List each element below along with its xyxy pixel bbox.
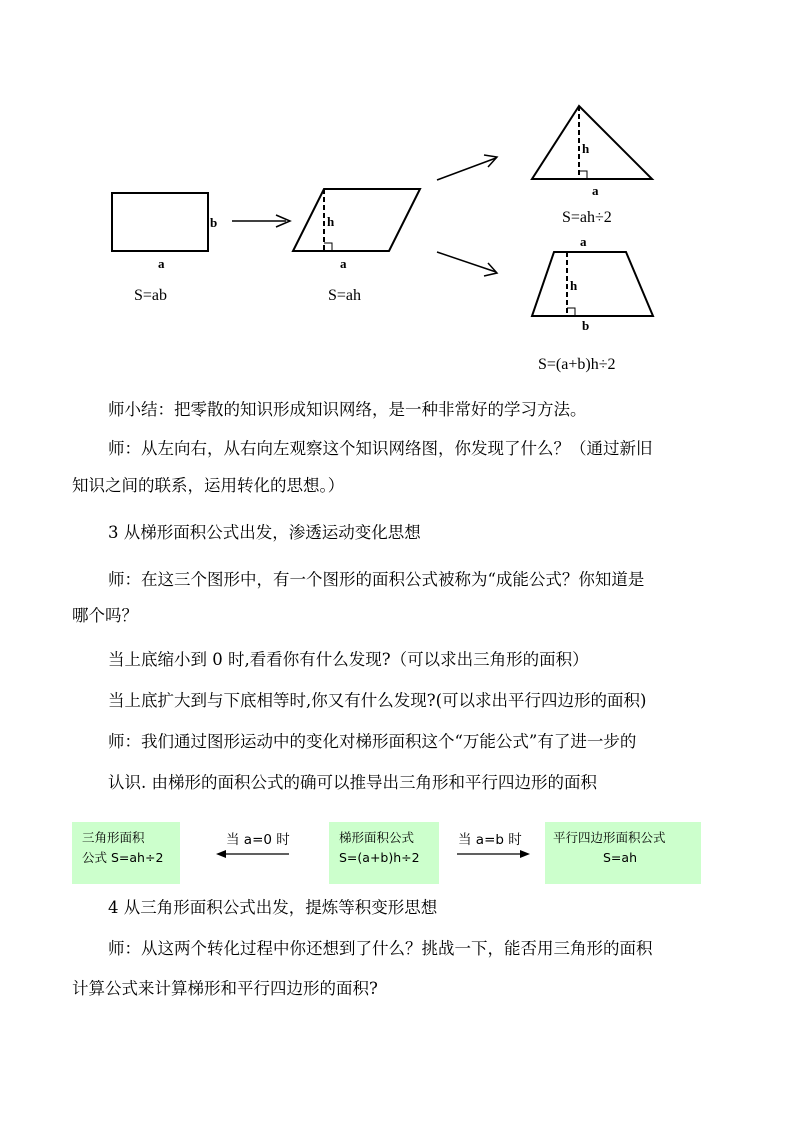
arrow-right-label: 当 a=b 时 [458,832,522,848]
parallelogram-shape [293,189,420,251]
section-heading-3: 3 从梯形面积公式出发，渗透运动变化思想 [108,523,421,542]
paragraph-challenge-line1: 师：从这两个转化过程中你还想到了什么？挑战一下，能否用三角形的面积 [108,939,653,958]
trapezoid-right-angle-mark [567,308,575,316]
paragraph-top-equal: 当上底扩大到与下底相等时,你又有什么发现?(可以求出平行四边形的面积) [108,691,647,710]
rectangle-shape [112,193,208,251]
arrow-rect-to-parallelogram [232,215,290,227]
box-triangle-line1: 三角形面积 [82,830,145,845]
triangle-formula: S=ah÷2 [562,209,612,226]
triangle-base-label: a [592,183,599,198]
box-triangle-line2: 公式 S=ah÷2 [82,850,164,865]
triangle-shape [532,106,652,179]
box-trapezoid-line2: S=(a+b)h÷2 [339,850,420,865]
parallelogram-height-label: h [327,214,335,229]
box-trapezoid-line1: 梯形面积公式 [339,830,415,845]
paragraph-question-line2: 知识之间的联系，运用转化的思想。） [72,476,345,495]
paragraph-universal-formula-line1: 师：我们通过图形运动中的变化对梯形面积这个“万能公式”有了进一步的 [108,732,637,751]
triangle-right-angle-mark [579,171,587,179]
box-parallelogram-line1: 平行四边形面积公式 [553,830,666,845]
arrow-to-triangle [437,155,497,180]
trapezoid-shape [532,252,653,316]
parallelogram-formula: S=ah [328,287,362,304]
paragraph-formula-question-line1: 师：在这三个图形中，有一个图形的面积公式被称为“成能公式？你知道是 [108,570,645,589]
paragraph-universal-formula-line2: 认识. 由梯形的面积公式的确可以推导出三角形和平行四边形的面积 [108,773,597,792]
trapezoid-formula: S=(a+b)h÷2 [538,356,616,373]
rectangle-side-a-label: a [158,256,165,271]
parallelogram-base-label: a [340,256,347,271]
rectangle-side-b-label: b [210,215,218,230]
paragraph-top-zero: 当上底缩小到 0 时,看看你有什么发现?（可以求出三角形的面积） [108,650,589,669]
trapezoid-bottom-label: b [582,318,590,333]
trapezoid-top-label: a [580,234,587,249]
shape-transformation-diagram [0,0,794,390]
arrow-to-trapezoid [437,252,497,276]
paragraph-formula-question-line2: 哪个吗？ [72,606,138,625]
paragraph-challenge-line2: 计算公式来计算梯形和平行四边形的面积? [72,979,378,998]
paragraph-question-line1: 师：从左向右，从右向左观察这个知识网络图，你发现了什么？（通过新旧 [108,439,653,458]
rectangle-formula: S=ab [134,287,168,304]
parallelogram-right-angle-mark [324,243,332,251]
arrow-left-label: 当 a=0 时 [226,832,290,848]
arrow-left [216,850,289,858]
triangle-height-label: h [582,141,590,156]
section-heading-4: 4 从三角形面积公式出发，提炼等积变形思想 [108,898,438,917]
box-parallelogram-line2: S=ah [603,850,637,865]
arrow-right [457,850,530,858]
flow-arrows [0,815,794,885]
paragraph-summary: 师小结：把零散的知识形成知识网络，是一种非常好的学习方法。 [108,400,587,419]
trapezoid-height-label: h [570,278,578,293]
